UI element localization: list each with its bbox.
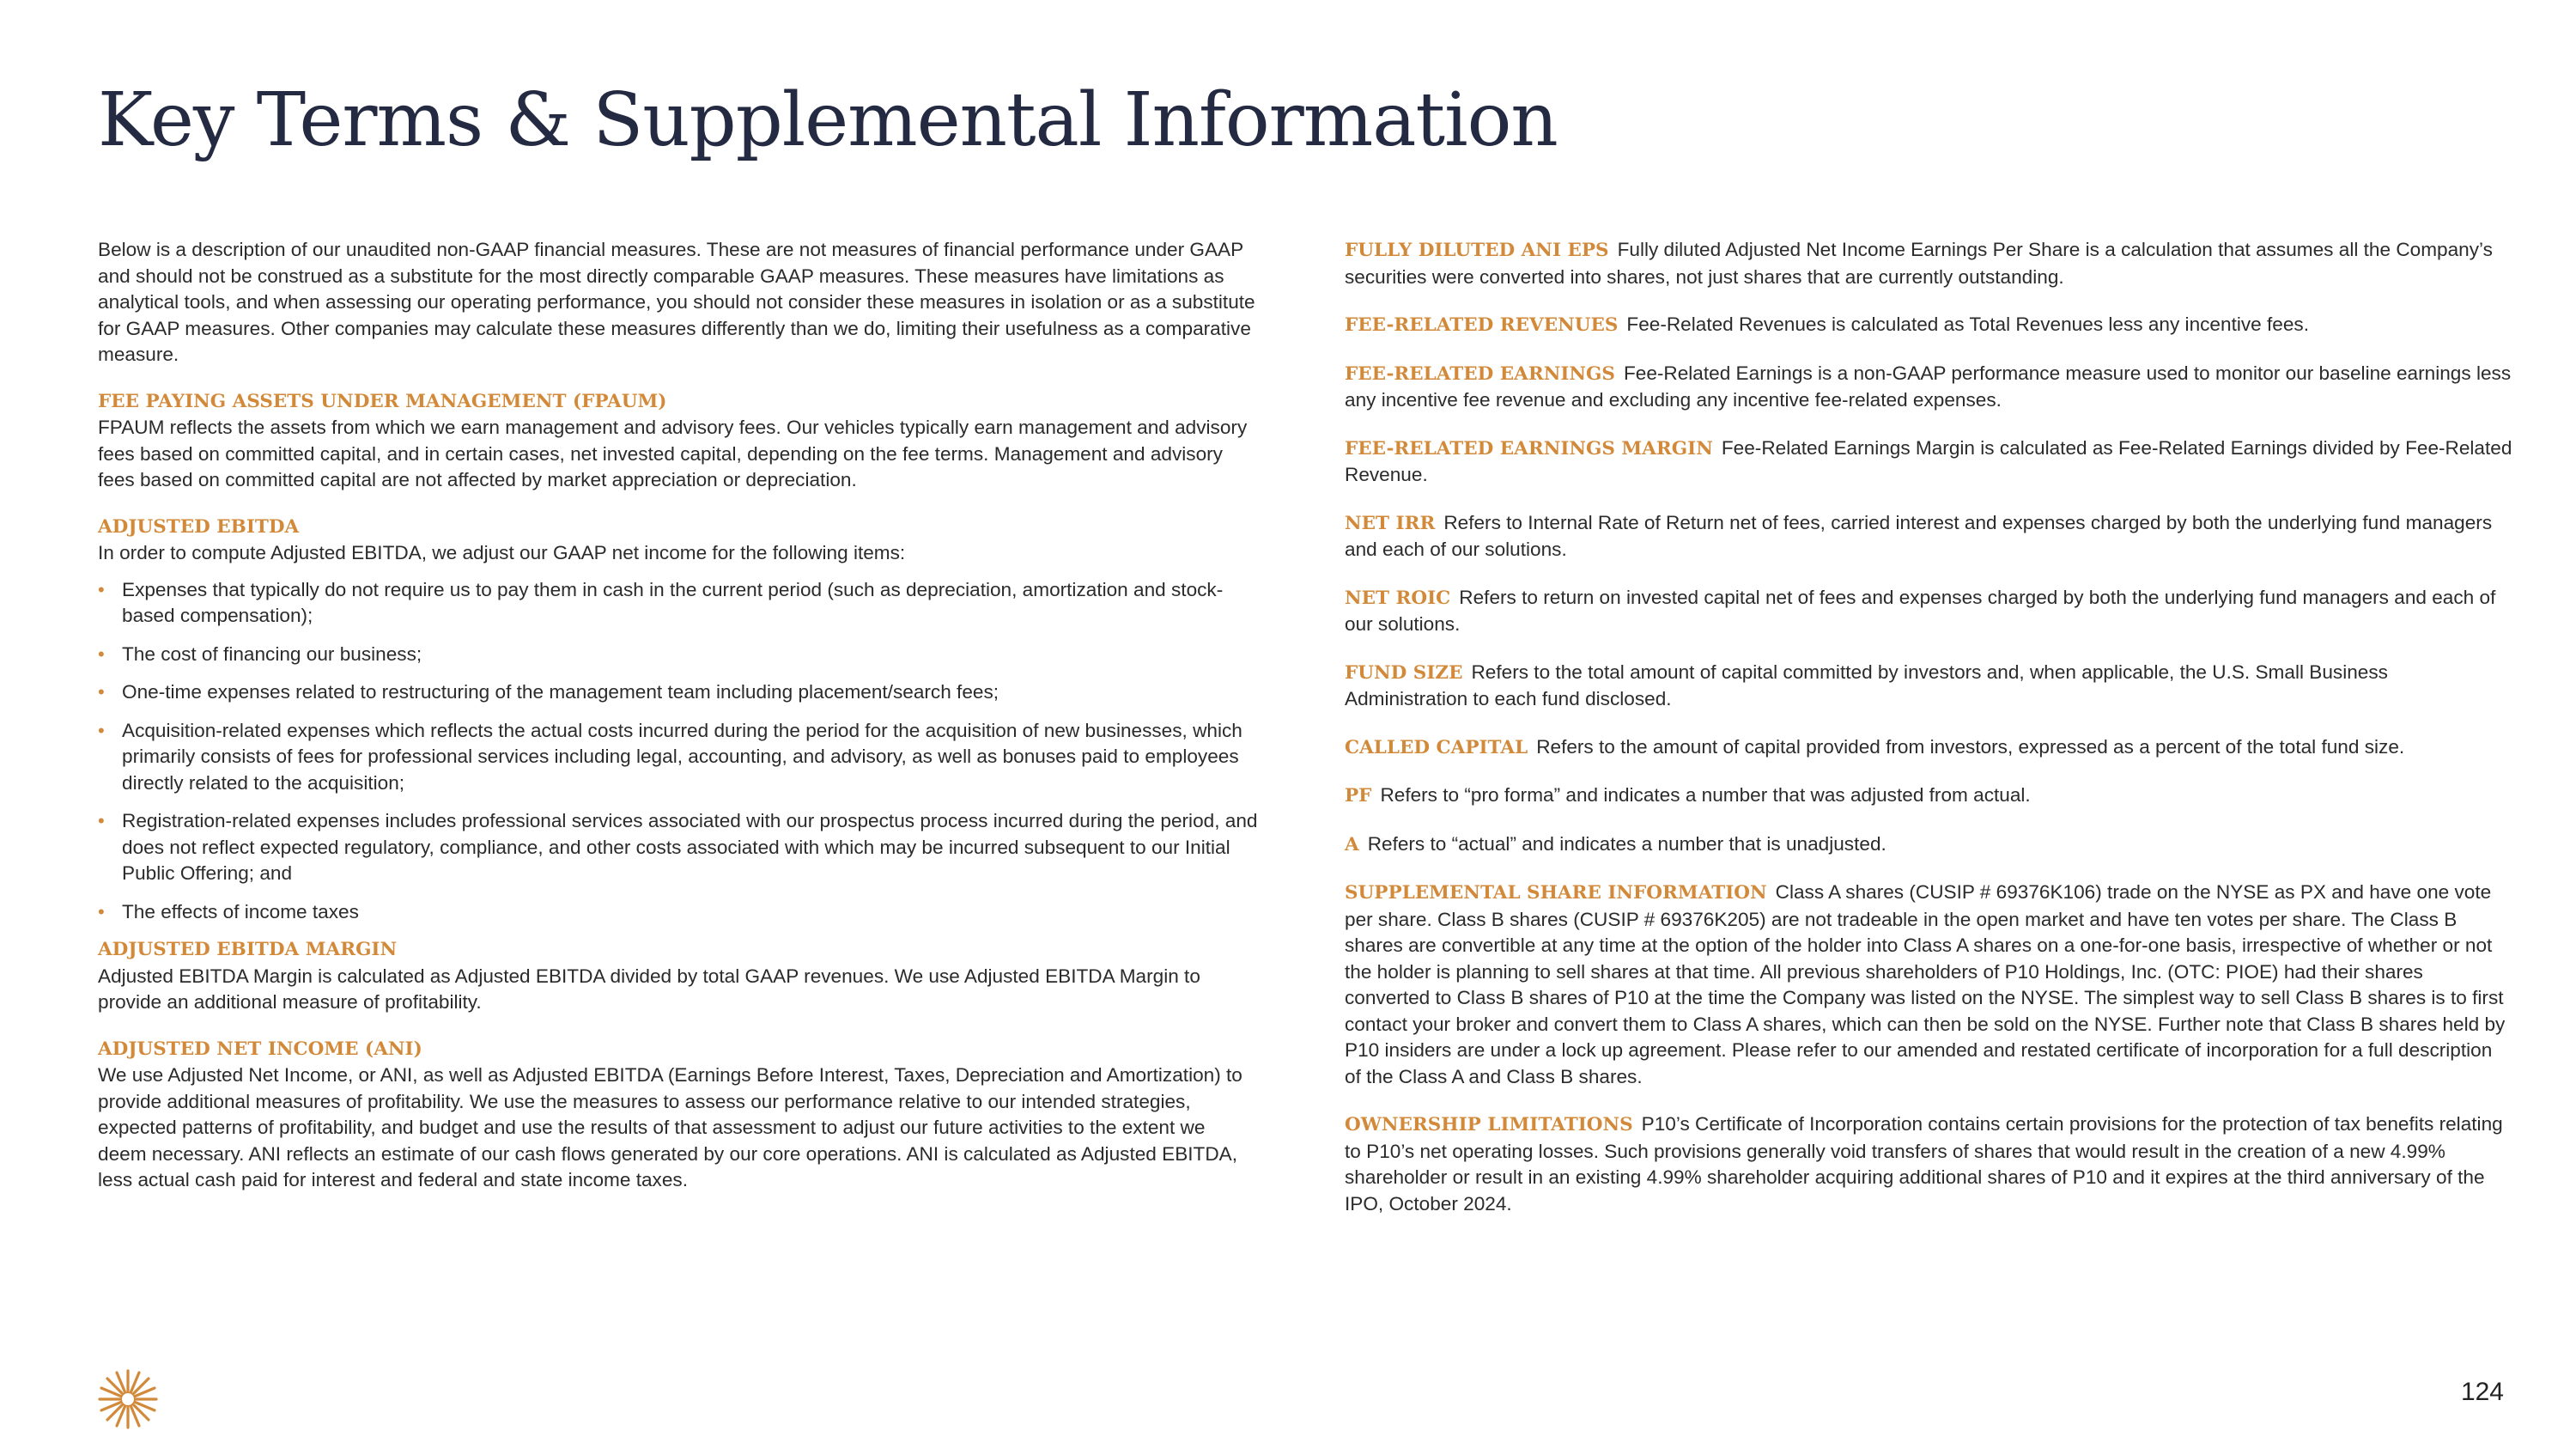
term-net-irr [1345, 510, 2512, 563]
term-fund-size [1345, 660, 2512, 713]
left-column [98, 237, 1259, 1215]
list-item: • Registration-related expenses includes professional services associated with our prospectus process incurred during the period, and does not reflect expected regulatory, compliance, and other costs associated with which may be incurred subsequent to our Initial Public Offering; and [98, 810, 1258, 884]
term-key: OWNERSHIP LIMITATIONS [1345, 1114, 1633, 1135]
term-fee-related-earnings [1345, 361, 2512, 414]
bullet-icon: • [98, 719, 105, 741]
term-text: Refers to Internal Rate of Return net of fees, carried interest and expenses charged by both the underlying fund managers and each of our solutions. [1345, 511, 2493, 560]
section-adjusted-net-income [98, 1037, 1259, 1194]
term-key: A [1345, 833, 1359, 855]
term-key: FEE-RELATED EARNINGS MARGIN [1345, 437, 1713, 460]
term-key: PF [1345, 785, 1372, 807]
section-adjusted-ebitda [98, 514, 1259, 926]
term-text: Fee-Related Earnings Margin is calculated as Fee-Related Earnings divided by Fee-Related Revenue. [1345, 436, 2512, 485]
term-a [1345, 831, 2512, 859]
term-key: CALLED CAPITAL [1345, 736, 1528, 758]
section-adjusted-ebitda-margin [98, 937, 1259, 1016]
section-heading: FEE PAYING ASSETS UNDER MANAGEMENT (FPAUM) [98, 390, 667, 412]
intro-paragraph: Below is a description of our unaudited non-GAAP financial measures. These are not measures of financial performance under GAAP and should not be construed as a substitute for the most directly comparable GAAP measures. These measures have limitations as analytical tools, and when assessing our operating performance, you should not consider these measures in isolation or as a substitute for GAAP measures. Other companies may calculate these measures differently than we do, limiting their usefulness as a comparative measure. [98, 239, 1255, 365]
term-text: Refers to “pro forma” and indicates a number that was adjusted from actual. [1380, 784, 2031, 806]
bullet-icon: • [98, 900, 105, 922]
section-body: In order to compute Adjusted EBITDA, we adjust our GAAP net income for the following items: [98, 542, 906, 563]
term-key: SUPPLEMENTAL SHARE INFORMATION [1345, 882, 1767, 904]
ebitda-adjustments-list [98, 577, 1259, 926]
term-pf [1345, 782, 2512, 810]
page-number: 124 [2460, 1378, 2504, 1406]
term-ownership-limitations [1345, 1111, 2512, 1217]
term-fee-related-revenues [1345, 312, 2512, 339]
page-title: Key Terms & Supplemental Information [98, 77, 1558, 163]
term-key: NET ROIC [1345, 587, 1451, 609]
section-heading: ADJUSTED EBITDA MARGIN [98, 939, 398, 960]
section-body: FPAUM reflects the assets from which we earn management and advisory fees. Our vehicles typically earn management and advisory fees based on committed capital, and in certain cases, net invested capital, depending on the fee terms. Management and advisory fees based on committed capital are not affected by market appreciation or depreciation. [98, 417, 1248, 490]
term-key: FUND SIZE [1345, 661, 1463, 684]
section-body: Adjusted EBITDA Margin is calculated as Adjusted EBITDA divided by total GAAP revenues. We use Adjusted EBITDA Margin to provide an additional measure of profitability. [98, 965, 1200, 1013]
term-called-capital [1345, 734, 2512, 762]
list-item: • Acquisition-related expenses which reflects the actual costs incurred during the period for the acquisition of new businesses, which primarily consists of fees for professional services including legal, accounting, and advisory, as well as bonuses paid to employees directly related to the acquisition; [98, 719, 1242, 794]
term-fee-related-earnings-margin [1345, 435, 2512, 489]
bullet-icon: • [98, 578, 105, 600]
term-text: Refers to “actual” and indicates a number that is unadjusted. [1367, 832, 1886, 855]
term-key: FEE-RELATED REVENUES [1345, 314, 1619, 336]
term-text: Refers to the total amount of capital committed by investors and, when applicable, the U.S. Small Business Administration to each fund disclosed. [1345, 661, 2388, 709]
p10-starburst-logo-icon [96, 1367, 160, 1431]
term-text: Refers to return on invested capital net of fees and expenses charged by both the underlying fund managers and each of our solutions. [1345, 586, 2496, 635]
term-supplemental-share-information [1345, 880, 2512, 1090]
term-text: Fully diluted Adjusted Net Income Earnings Per Share is a calculation that assumes all the Company’s securities were converted into shares, not just shares that are currently outstanding. [1345, 239, 2493, 288]
term-text: P10’s Certificate of Incorporation contains certain provisions for the protection of tax benefits relating to P10’s net operating losses. Such provisions generally void transfers of shares that would result in the creation of a new 4.99% shareholder or result in an existing 4.99% shareholder acquiring additional shares of P10 and it expires at the third anniversary of the IPO, October 2024. [1345, 1113, 2503, 1215]
list-item: • The effects of income taxes [98, 899, 1259, 926]
term-key: NET IRR [1345, 512, 1436, 534]
term-net-roic [1345, 585, 2512, 638]
bullet-icon: • [98, 810, 105, 831]
term-text: Refers to the amount of capital provided from investors, expressed as a percent of the total fund size. [1536, 735, 2405, 758]
section-fpaum [98, 389, 1259, 494]
term-text: Class A shares (CUSIP # 69376K106) trade on the NYSE as PX and have one vote per share. Class B shares (CUSIP # 69376K205) are not tradeable in the open market and have ten votes per share. The Class B shares are convertible at any time at the option of the holder into Class A shares on a one-for-one basis, irrespective of whether or not the holder is planning to sell shares at that time. All previous shareholders of P10 Holdings, Inc. (OTC: PIOE) had their shares converted to Class B shares of P10 at the time the Company was listed on the NYSE. The simplest way to sell Class B shares is to first contact your broker and convert them to Class A shares, which can then be sold on the NYSE. Further note that Class B shares held by P10 insiders are under a lock up agreement. Please refer to our amended and restated certificate of incorporation for a full description of the Class A and Class B shares. [1345, 881, 2506, 1087]
term-text: Fee-Related Revenues is calculated as Total Revenues less any incentive fees. [1626, 314, 2309, 335]
section-body: We use Adjusted Net Income, or ANI, as well as Adjusted EBITDA (Earnings Before Interest, Taxes, Depreciation and Amortization) to provide additional measures of profitability. We use the measures to assess our performance relative to our intended strategies, expected patterns of profitability, and budget and use the results of that assessment to adjust our future activities to the extent we deem necessary. ANI reflects an estimate of our cash flows generated by our core operations. ANI is calculated as Adjusted EBITDA, less actual cash paid for interest and federal and state income taxes. [98, 1064, 1242, 1190]
term-fully-diluted-ani-eps [1345, 237, 2512, 290]
term-key: FEE-RELATED EARNINGS [1345, 362, 1615, 385]
list-item: • Expenses that typically do not require us to pay them in cash in the current period (such as depreciation, amortization and stock-based compensation); [98, 578, 1224, 626]
term-key: FULLY DILUTED ANI EPS [1345, 240, 1609, 261]
section-heading: ADJUSTED NET INCOME (ANI) [98, 1038, 422, 1060]
section-heading: ADJUSTED EBITDA [98, 515, 300, 538]
list-item: • One-time expenses related to restructuring of the management team including placement/search fees; [98, 679, 1259, 706]
bullet-icon: • [98, 642, 105, 665]
right-column [1345, 237, 2512, 1239]
list-item: • The cost of financing our business; [98, 642, 1259, 668]
term-text: Fee-Related Earnings is a non-GAAP performance measure used to monitor our baseline earnings less any incentive fee revenue and excluding any incentive fee-related expenses. [1345, 362, 2512, 411]
bullet-icon: • [98, 681, 105, 703]
